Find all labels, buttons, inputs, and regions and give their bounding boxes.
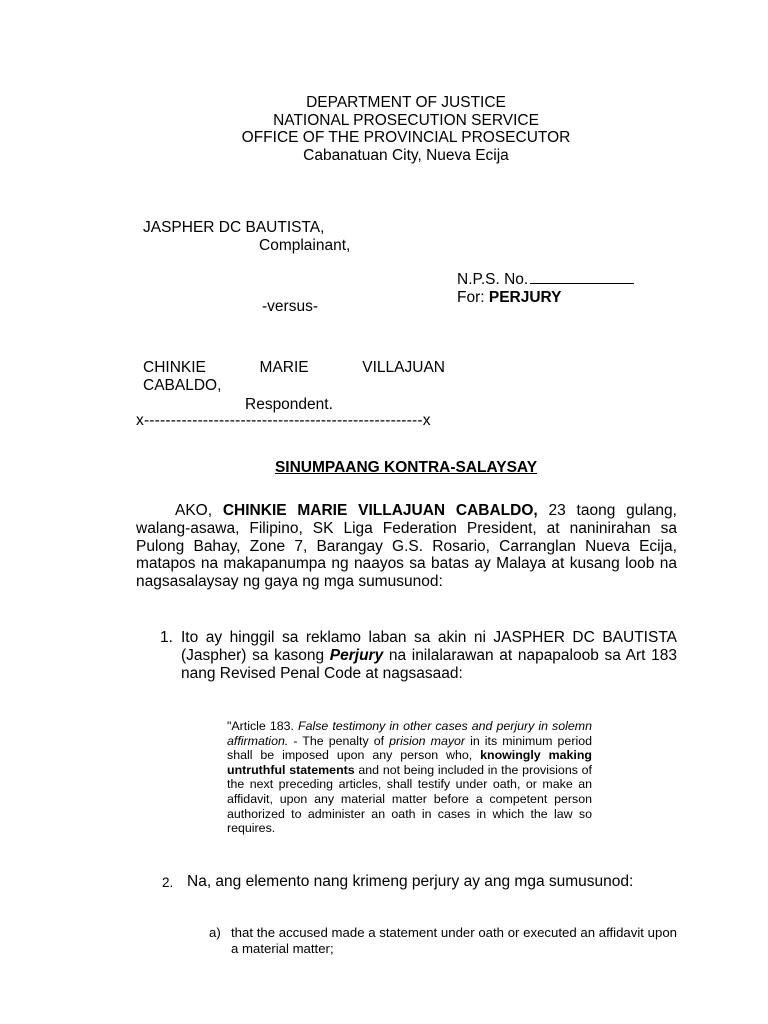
respondent-word: MARIE — [259, 359, 309, 376]
item1-text-a: Ito ay hinggil sa reklamo laban sa akin ni JASPHER DC BAUTISTA (Jaspher) sa kasong — [181, 629, 677, 664]
complainant-name: JASPHER DC BAUTISTA, — [143, 219, 325, 236]
quote-part: - The penalty of — [288, 733, 390, 748]
quote-part: False testimony in other cases and perjury in solemn affirmation. — [227, 719, 593, 748]
offense-value: PERJURY — [488, 289, 562, 306]
nps-blank-line — [530, 270, 634, 284]
header-service: NATIONAL PROSECUTION SERVICE — [273, 111, 539, 129]
quote-part: knowingly making untruthful statements — [227, 748, 592, 777]
header-department: DEPARTMENT OF JUSTICE — [306, 94, 506, 111]
item-text: Na, ang elemento nang krimeng perjury ay ang mga sumusunod: — [187, 873, 634, 890]
respondent-word: VILLAJUAN — [362, 359, 445, 376]
header-office: OFFICE OF THE PROVINCIAL PROSECUTOR — [241, 129, 571, 146]
quote-part: in its minimum period shall be imposed upon any person who, — [227, 733, 592, 763]
complainant-role: Complainant, — [259, 237, 351, 254]
caption-separator: x----------------------------------------------------x — [136, 412, 431, 429]
item-text — [181, 629, 677, 682]
item1-text-c: na inilalarawan at napapaloob sa Art 183 nang Revised Penal Code at nagsasaad: — [181, 646, 677, 682]
respondent-name-line — [143, 359, 445, 377]
intro-paragraph — [136, 502, 677, 591]
item1-perjury: Perjury — [329, 646, 384, 664]
nps-label: N.P.S. No. — [457, 271, 529, 288]
sub-item-a — [209, 925, 677, 957]
respondent-role: Respondent. — [245, 396, 333, 413]
numbered-item-1 — [160, 629, 677, 682]
affiant-name: CHINKIE MARIE VILLAJUAN CABALDO, — [222, 502, 538, 519]
intro-details: 23 taong gulang, walang-asawa, Filipino, SK Liga Federation President, at naninirahan sa Pulong Bahay, Zone 7, Barangay G.S. Rosario, Carranglan Nueva Ecija, matapos na makapanumpa ng naayos sa batas ay Malaya at kusang loob na nagsasalaysay ng gaya ng mga sumusunod: — [136, 502, 677, 591]
document-header — [136, 94, 676, 164]
respondent-word: CHINKIE — [143, 359, 206, 376]
item-number: 1. — [160, 629, 173, 646]
sub-item-text: that the accused made a statement under oath or executed an affidavit upon a material matter; — [231, 925, 677, 956]
respondent-surname: CABALDO, — [143, 377, 222, 394]
header-location: Cabanatuan City, Nueva Ecija — [303, 146, 509, 164]
sub-item-label: a) — [209, 925, 221, 940]
case-number-block — [457, 270, 634, 307]
quote-part: "Article 183. — [227, 719, 299, 733]
document-title: SINUMPAANG KONTRA-SALAYSAY — [274, 459, 538, 476]
article-quote — [227, 719, 592, 836]
item-number: 2. — [162, 875, 174, 890]
numbered-item-2 — [162, 873, 677, 891]
versus-label: -versus- — [262, 298, 318, 315]
for-label: For: — [457, 289, 485, 306]
quote-part: and not being included in the provisions of the next preceding articles, shall testify under oath, or make an affidavit, upon any material matter before a competent person authorized to administer an oath in cases in which the law so requires. — [227, 762, 592, 836]
intro-ako: AKO, — [175, 502, 213, 519]
quote-part: prision mayor — [389, 733, 466, 748]
